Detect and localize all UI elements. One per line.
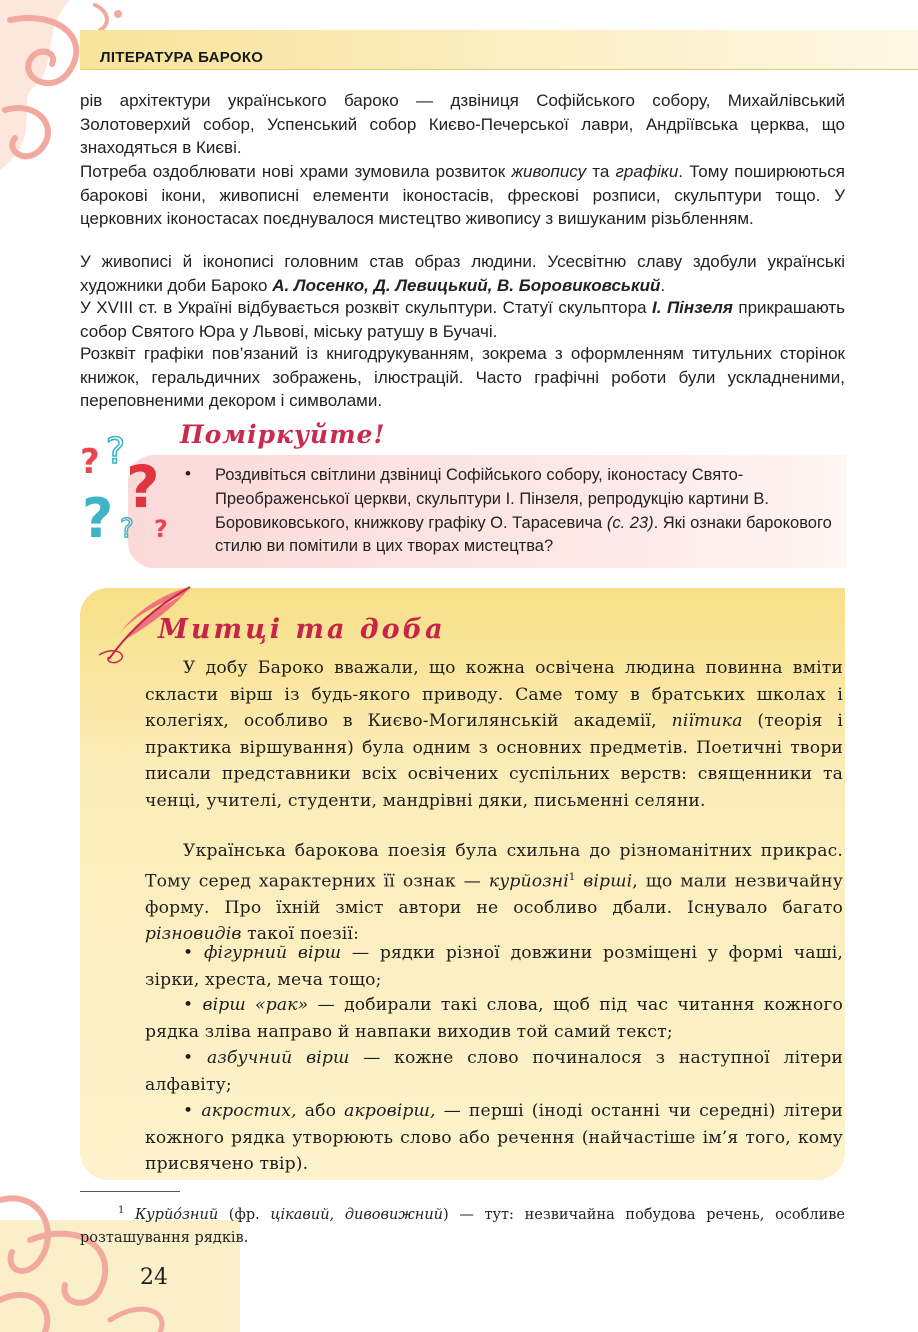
list-item-figured-verse: • фігурний вірш — рядки різної довжини розміщені у формі чаші, зірки, хреста, меча тощо; — [145, 943, 843, 990]
list-item-acrostic: • акростих, або акровірш, — перші (іноді останні чи середні) літери кожного рядка утворюють слово або речення (найчастіше ім’я того, кому присвячено твір). — [145, 1101, 843, 1174]
svg-text:?: ? — [106, 431, 126, 472]
footnote: $^1$ Курйо́зний (фр. цікавий, дивовижний) — тут: незвичайна побудова речень, особливе розташування рядків. — [80, 1205, 845, 1246]
question-marks-icon — [78, 425, 188, 555]
svg-text:?: ? — [80, 442, 100, 482]
paragraph-portrait-artists: У живописі й іконописі головним став образ людини. Усесвітню славу здобули українські художники доби Бароко А. Лосенко, Д. Левицький, В. Боровиковський. — [80, 252, 845, 295]
artists-epoch-heading: Митці та доба — [158, 614, 446, 645]
bullet-icon: • — [185, 464, 191, 483]
list-item-crab-verse: • вірш «рак» — добирали такі слова, щоб під час читання кожного рядка зліва направо й навпаки виходив той самий текст; — [145, 995, 843, 1042]
list-item-alphabet-verse: • азбучний вірш — кожне слово починалося з наступної літери алфавіту; — [145, 1048, 844, 1095]
page-number: 24 — [140, 1265, 168, 1290]
paragraph-painting-graphics: Потреба оздоблювати нові храми зумовила розвиток живопису та графіки. Тому поширюються барокові ікони, живописні елементи іконостасів, фрескові розписи, скульптури тощо. У церковних іконостасах поєднувалося мистецтво живопису з вишуканим різьбленням. — [80, 162, 845, 229]
running-header-title: ЛІТЕРАТУРА БАРОКО — [100, 49, 264, 66]
svg-text:?: ? — [126, 453, 160, 521]
footnote-divider — [80, 1191, 180, 1192]
header-divider — [80, 69, 918, 70]
paragraph-graphics-printing: Розквіт графіки пов’язаний із книгодрукуванням, зокрема з оформленням титульних сторінок книжок, геральдичних зображень, ілюстрацій. Часто графічні роботи були ускладненими, переповненими декором і символами. — [80, 344, 845, 411]
think-task-text: Роздивіться світлини дзвіниці Софійського собору, іконостасу Свято-Преображенської церкви, скульптури І. Пінзеля, репродукцію картини В. Боровиковського, книжкову графіку О. Тарасевича (с. 23). Які ознаки барокового стилю ви помітили в цих творах мистецтва? — [215, 466, 832, 556]
svg-text:?: ? — [82, 487, 114, 550]
svg-text:?: ? — [154, 515, 168, 543]
think-heading: Поміркуйте! — [180, 420, 386, 449]
paragraph-architecture: рів архітектури українського бароко — дзвіниця Софійського собору, Михайлівський Золотоверхий собор, Успенський собор Києво-Печерської лаври, Андріївська церква, що знаходяться в Києві. — [80, 91, 845, 158]
artists-paragraph-curious-verses: Українська барокова поезія була схильна до різноманітних прикрас. Тому серед характерних її ознак — курйозні$^1$ вірші, що мали незвичайну форму. Про їхній зміст автори не особливо дбали. Існувало багато різновидів такої поезії: — [145, 841, 843, 945]
artists-paragraph-poetics: У добу Бароко вважали, що кожна освічена людина повинна вміти скласти вірш із будь-якого приводу. Саме тому в братських школах і колегіях, особливо в Києво-Могилянській академії, піїтика (теорія і практика віршування) була одним з основних предметів. Поетичні твори писали представники всіх освічених суспільних верств: священники та ченці, учителі, студенти, мандрівні дяки, письменні селяни. — [145, 658, 843, 811]
svg-text:?: ? — [120, 514, 134, 544]
paragraph-sculpture: У XVIII ст. в Україні відбувається розквіт скульптури. Статуї скульптора І. Пінзеля прикрашають собор Святого Юра у Львові, міську ратушу в Бучачі. — [80, 298, 845, 341]
